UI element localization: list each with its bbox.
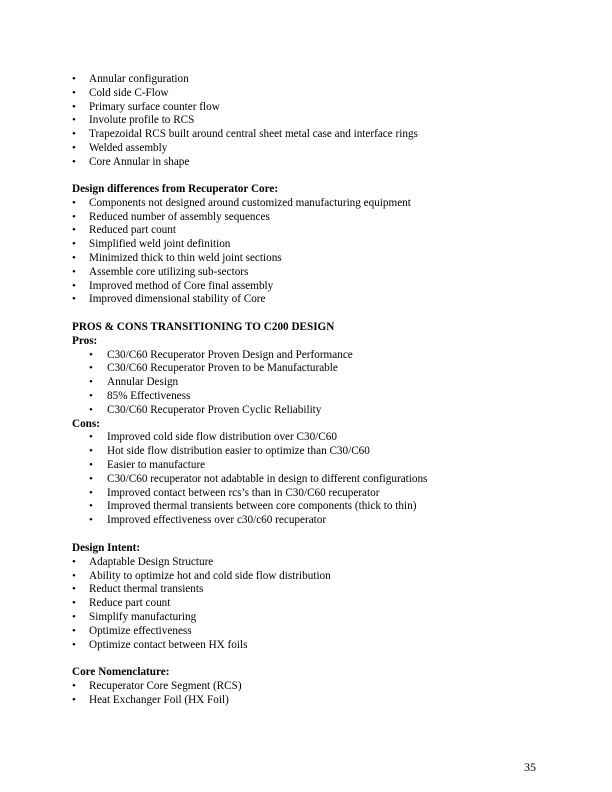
list-item: • Recuperator Core Segment (RCS) xyxy=(72,679,242,692)
bullet-icon: • xyxy=(89,458,93,471)
nomenclature-heading: Core Nomenclature: xyxy=(72,666,170,678)
bullet-icon: • xyxy=(72,86,76,99)
bullet-icon: • xyxy=(72,224,76,237)
list-item: • Annular Design xyxy=(89,376,179,389)
cons-label: Cons: xyxy=(72,417,100,430)
bullet-icon: • xyxy=(89,376,93,389)
pros-cons-section xyxy=(72,321,427,528)
list-item: • Improved effectiveness over c30/c60 recuperator xyxy=(89,514,327,527)
list-item: • Easier to manufacture xyxy=(89,458,206,471)
list-item: • Reduct thermal transients xyxy=(72,583,204,596)
bullet-icon: • xyxy=(72,155,76,168)
list-item: • C30/C60 Recuperator Proven to be Manufacturable xyxy=(89,362,338,375)
page-number: 35 xyxy=(524,760,536,774)
bullet-icon: • xyxy=(72,265,76,278)
bullet-icon: • xyxy=(72,128,76,141)
list-item: • Assemble core utilizing sub-sectors xyxy=(72,265,249,278)
features-list xyxy=(72,73,418,170)
list-item: • Reduce part count xyxy=(72,597,171,610)
bullet-icon: • xyxy=(72,693,76,706)
bullet-icon: • xyxy=(72,251,76,264)
bullet-icon: • xyxy=(72,210,76,223)
bullet-icon: • xyxy=(72,100,76,113)
list-item: • Improved contact between rcs’s than in C30/C60 recuperator xyxy=(89,486,380,499)
list-item: • Improved cold side flow distribution over C30/C60 xyxy=(89,431,337,444)
bullet-icon: • xyxy=(72,638,76,651)
bullet-icon: • xyxy=(89,472,93,485)
bullet-icon: • xyxy=(89,389,93,402)
list-item: • Simplify manufacturing xyxy=(72,610,197,623)
bullet-icon: • xyxy=(89,445,93,458)
pros-cons-heading: PROS & CONS TRANSITIONING TO C200 DESIGN xyxy=(72,321,335,333)
design-intent-list xyxy=(72,556,331,653)
design-differences-list xyxy=(72,197,411,307)
nomenclature-list xyxy=(72,680,242,708)
bullet-icon: • xyxy=(72,73,76,85)
design-intent-heading: Design Intent: xyxy=(72,542,141,554)
bullet-icon: • xyxy=(72,293,76,306)
pros-list xyxy=(72,349,427,418)
bullet-icon: • xyxy=(72,610,76,623)
list-item: • Improved method of Core final assembly xyxy=(72,279,274,292)
list-item: • Core Annular in shape xyxy=(72,155,190,168)
cons-list xyxy=(72,431,427,528)
list-item: • Optimize contact between HX foils xyxy=(72,638,248,651)
bullet-icon: • xyxy=(72,624,76,637)
nomenclature-section xyxy=(72,666,242,707)
features-section xyxy=(72,73,418,170)
design-differences-section xyxy=(72,183,411,307)
list-item: • Welded assembly xyxy=(72,141,168,154)
list-item: • Ability to optimize hot and cold side flow distribution xyxy=(72,569,331,582)
bullet-icon: • xyxy=(89,431,93,444)
bullet-icon: • xyxy=(89,486,93,499)
bullet-icon: • xyxy=(72,555,76,568)
bullet-icon: • xyxy=(72,583,76,596)
list-item: • Components not designed around customized manufacturing equipment xyxy=(72,196,411,209)
list-item: • C30/C60 Recuperator Proven Design and Performance xyxy=(89,348,353,361)
list-item: • Heat Exchanger Foil (HX Foil) xyxy=(72,693,229,706)
bullet-icon: • xyxy=(72,597,76,610)
bullet-icon: • xyxy=(89,348,93,361)
bullet-icon: • xyxy=(72,114,76,127)
list-item: • Simplified weld joint definition xyxy=(72,238,231,251)
list-item: • Annular configuration xyxy=(72,73,189,85)
list-item: • C30/C60 recuperator not adabtable in design to different configurations xyxy=(89,472,428,485)
bullet-icon: • xyxy=(72,279,76,292)
bullet-icon: • xyxy=(72,141,76,154)
design-differences-heading: Design differences from Recuperator Core: xyxy=(72,183,279,195)
bullet-icon: • xyxy=(72,679,76,692)
bullet-icon: • xyxy=(72,196,76,209)
design-intent-section xyxy=(72,542,331,652)
list-item: • Improved thermal transients between core components (thick to thin) xyxy=(89,500,417,513)
bullet-icon: • xyxy=(89,514,93,527)
bullet-icon: • xyxy=(89,500,93,513)
bullet-icon: • xyxy=(72,569,76,582)
pros-label: Pros: xyxy=(72,334,98,347)
bullet-icon: • xyxy=(89,403,93,416)
list-item: • Reduced number of assembly sequences xyxy=(72,210,270,223)
list-item: • Improved dimensional stability of Core xyxy=(72,293,266,306)
bullet-icon: • xyxy=(72,238,76,251)
bullet-icon: • xyxy=(89,362,93,375)
list-item: • Trapezoidal RCS built around central sheet metal case and interface rings xyxy=(72,128,418,141)
list-item: • Cold side C-Flow xyxy=(72,86,169,99)
list-item: • Involute profile to RCS xyxy=(72,114,195,127)
list-item: • Optimize effectiveness xyxy=(72,624,192,637)
list-item: • Primary surface counter flow xyxy=(72,100,220,113)
list-item: • Minimized thick to thin weld joint sections xyxy=(72,251,282,264)
list-item: • 85% Effectiveness xyxy=(89,389,191,402)
list-item: • Reduced part count xyxy=(72,224,176,237)
list-item: • C30/C60 Recuperator Proven Cyclic Reliability xyxy=(89,403,322,416)
list-item: • Hot side flow distribution easier to optimize than C30/C60 xyxy=(89,445,370,458)
list-item: • Adaptable Design Structure xyxy=(72,555,214,568)
